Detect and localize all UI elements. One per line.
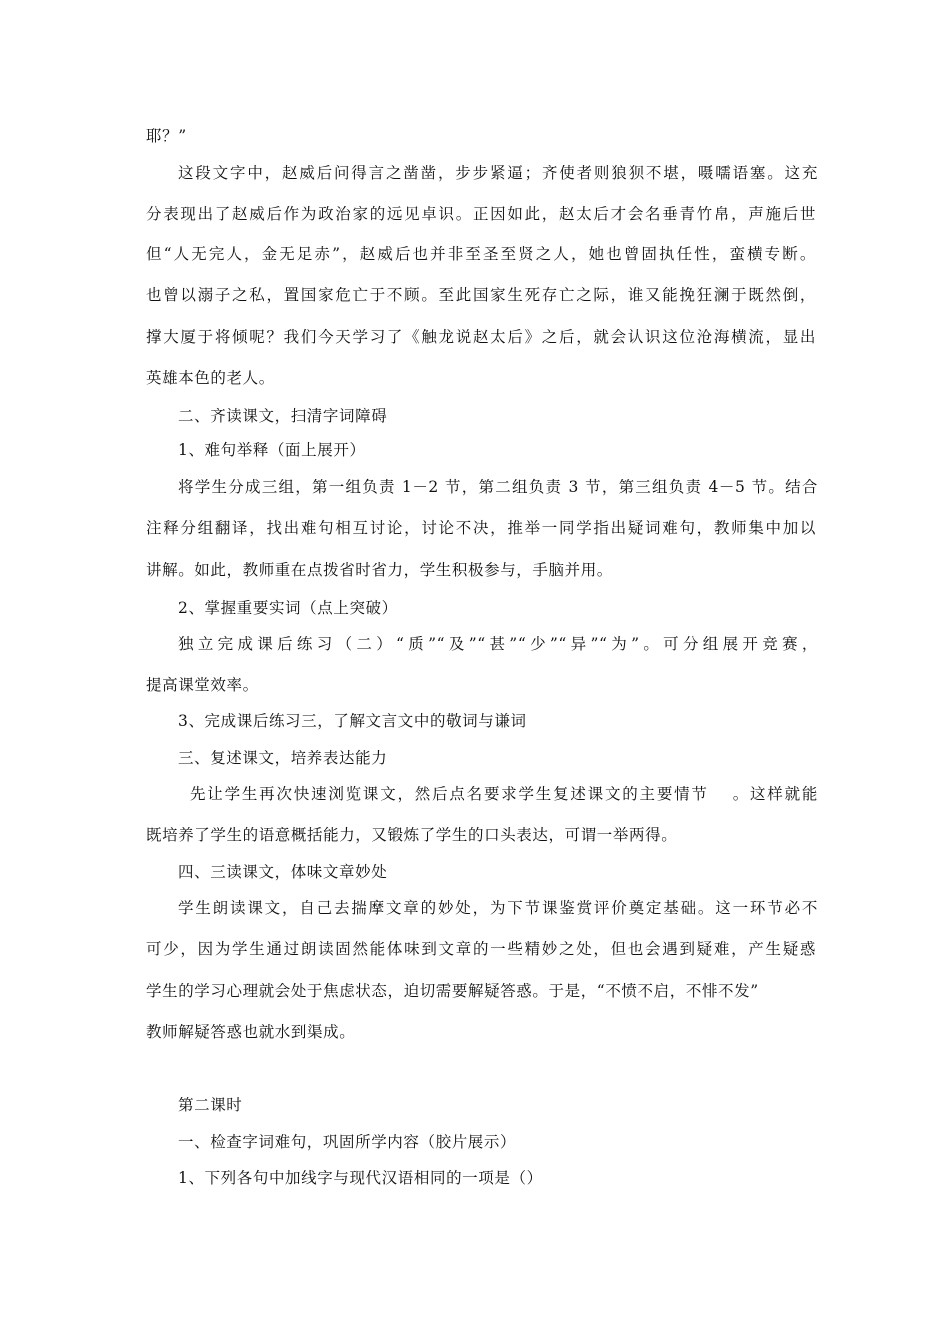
text-line: 可少，因为学生通过朗读固然能体味到文章的一些精妙之处，但也会遇到疑难，产生疑惑: [146, 940, 816, 958]
text-line: 也曾以溺子之私，置国家危亡于不顾。至此国家生死存亡之际，谁又能挽狂澜于既然倒，: [146, 286, 816, 304]
section-heading: 四、三读课文，体味文章妙处: [178, 863, 388, 881]
lesson-heading: 第二课时: [178, 1096, 243, 1114]
text-line: 既培养了学生的语意概括能力，又锻炼了学生的口头表达，可谓一举两得。: [146, 826, 678, 844]
text-line: 学生的学习心理就会处于焦虑状态，迫切需要解疑答惑。于是，“不愤不启，不悱不发”: [146, 982, 759, 1000]
subsection-heading: 3、完成课后练习三，了解文言文中的敬词与谦词: [178, 712, 527, 730]
text-line: 先让学生再次快速浏览课文，然后点名要求学生复述课文的主要情节 。这样就能: [190, 785, 818, 803]
text-line: 撑大厦于将倾呢？我们今天学习了《触龙说赵太后》之后，就会认识这位沧海横流，显出: [146, 328, 816, 346]
text-line: 英雄本色的老人。: [146, 369, 275, 387]
text-line: 耶？”: [146, 127, 187, 145]
question-line: 1、下列各句中加线字与现代汉语相同的一项是（）: [178, 1169, 543, 1187]
text-line: 分表现出了赵威后作为政治家的远见卓识。正因如此，赵太后才会名垂青竹帛，声施后世: [146, 205, 816, 223]
text-line: 提高课堂效率。: [146, 676, 259, 694]
text-line: 这段文字中，赵威后问得言之凿凿，步步紧逼；齐使者则狼狈不堪，嗫嚅语塞。这充: [178, 164, 818, 182]
text-line: 注释分组翻译，找出难句相互讨论，讨论不决，推举一同学指出疑词难句，教师集中加以: [146, 519, 816, 537]
text-line: 学生朗读课文，自己去揣摩文章的妙处，为下节课鉴赏评价奠定基础。这一环节必不: [178, 899, 818, 917]
section-heading: 一、检查字词难句，巩固所学内容（胶片展示）: [178, 1133, 517, 1151]
subsection-heading: 1、难句举释（面上展开）: [178, 441, 366, 459]
subsection-heading: 2、掌握重要实词（点上突破）: [178, 599, 398, 617]
text-line: 将学生分成三组，第一组负责 1－2 节，第二组负责 3 节，第三组负责 4－5 节。结合: [178, 478, 818, 496]
text-line: 讲解。如此，教师重在点拨省时省力，学生积极参与，手脑并用。: [146, 561, 613, 579]
text-line: 独立完成课后练习（二）“质”“及”“甚”“少”“异”“为”。可分组展开竞赛，: [178, 635, 818, 653]
section-heading: 三、复述课文，培养表达能力: [178, 749, 388, 767]
text-line: 教师解疑答惑也就水到渠成。: [146, 1023, 356, 1041]
text-line: 但“人无完人，金无足赤”，赵威后也并非至圣至贤之人，她也曾固执任性，蛮横专断。: [146, 245, 816, 263]
section-heading: 二、齐读课文，扫清字词障碍: [178, 407, 388, 425]
